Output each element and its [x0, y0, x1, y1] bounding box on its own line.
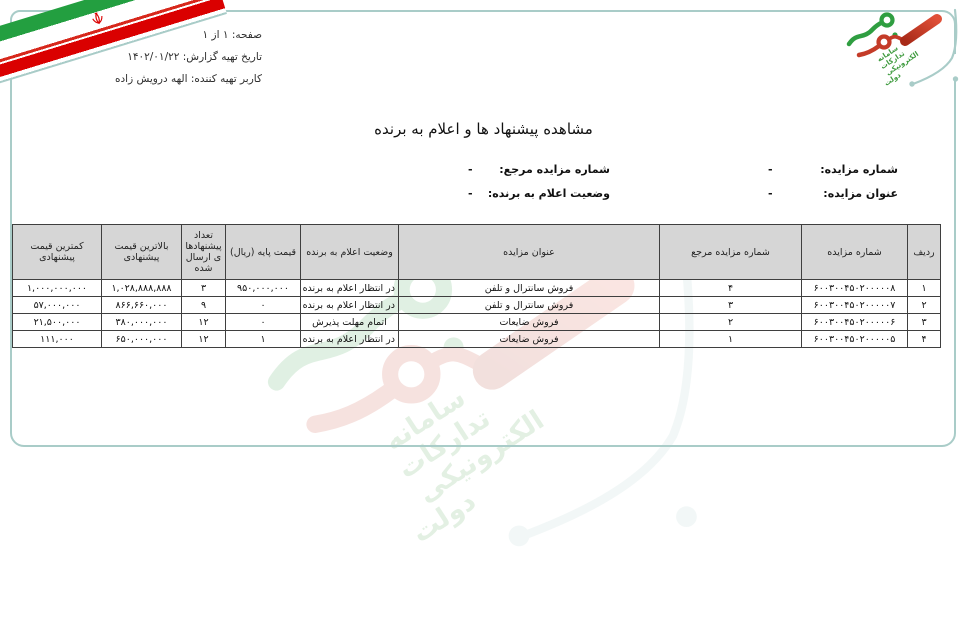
table-row	[13, 331, 941, 348]
col-header-winner-status: وضعیت اعلام به برنده	[301, 225, 399, 280]
table-cell: ۰	[226, 297, 301, 314]
table-cell: ۱	[660, 331, 802, 348]
table-cell: ۱,۰۲۸,۸۸۸,۸۸۸	[102, 280, 182, 297]
table-cell: ۶۰۰۳۰۰۴۵۰۲۰۰۰۰۰۶	[802, 314, 908, 331]
col-header-base-price: قیمت پایه (ریال)	[226, 225, 301, 280]
auction-number-label: شماره مزایده:	[820, 163, 898, 176]
table-cell: ۰	[226, 314, 301, 331]
table-cell: فروش سانترال و تلفن	[399, 297, 660, 314]
page-number: صفحه: ۱ از ۱	[202, 29, 262, 41]
table-cell: ۱۲	[182, 331, 226, 348]
meta-reference-number	[468, 163, 610, 176]
table-cell: ۴	[660, 280, 802, 297]
table-header-row	[13, 225, 941, 280]
prepared-by: کاربر تهیه کننده: الهه درویش زاده	[115, 73, 262, 85]
report-date: تاریخ تهیه گزارش: ۱۴۰۲/۰۱/۲۲	[127, 51, 262, 63]
auction-number-value: -	[768, 163, 773, 176]
table-cell: ۱۲	[182, 314, 226, 331]
table-cell: ۵۷,۰۰۰,۰۰۰	[13, 297, 102, 314]
table-cell: ۹	[182, 297, 226, 314]
col-header-auction-title: عنوان مزایده	[399, 225, 660, 280]
auction-title-value: -	[768, 187, 773, 200]
table-row	[13, 314, 941, 331]
table-cell: ۲	[660, 314, 802, 331]
table-cell: در انتظار اعلام به برنده	[301, 280, 399, 297]
table-cell: ۳	[908, 314, 941, 331]
table-cell: ۱۱۱,۰۰۰	[13, 331, 102, 348]
col-header-reference-number: شماره مزایده مرجع	[660, 225, 802, 280]
table-cell: ۶۵۰,۰۰۰,۰۰۰	[102, 331, 182, 348]
col-header-lowest-bid: کمترین قیمت پیشنهادی	[13, 225, 102, 280]
report-header-info	[2, 24, 262, 90]
reference-number-value: -	[468, 163, 473, 176]
table-cell: اتمام مهلت پذیرش	[301, 314, 399, 331]
table-cell: ۶۰۰۳۰۰۴۵۰۲۰۰۰۰۰۷	[802, 297, 908, 314]
table-cell: ۳	[660, 297, 802, 314]
table-cell: فروش سانترال و تلفن	[399, 280, 660, 297]
table-row	[13, 297, 941, 314]
auction-title-label: عنوان مزایده:	[823, 187, 898, 200]
meta-winner-status	[468, 187, 610, 200]
table-cell: فروش ضایعات	[399, 331, 660, 348]
table-cell: ۲۱,۵۰۰,۰۰۰	[13, 314, 102, 331]
table-cell: ۹۵۰,۰۰۰,۰۰۰	[226, 280, 301, 297]
col-header-bid-count: تعداد پیشنهادها ی ارسال شده	[182, 225, 226, 280]
winner-status-value: -	[468, 187, 473, 200]
table-cell: ۱,۰۰۰,۰۰۰,۰۰۰	[13, 280, 102, 297]
col-header-highest-bid: بالاترین قیمت پیشنهادی	[102, 225, 182, 280]
table-cell: ۳۸۰,۰۰۰,۰۰۰	[102, 314, 182, 331]
page-title: مشاهده پیشنهاد ها و اعلام به برنده	[374, 120, 593, 138]
table-cell: ۶۰۰۳۰۰۴۵۰۲۰۰۰۰۰۸	[802, 280, 908, 297]
col-header-auction-number: شماره مزایده	[802, 225, 908, 280]
table-cell: ۶۰۰۳۰۰۴۵۰۲۰۰۰۰۰۵	[802, 331, 908, 348]
table-cell: در انتظار اعلام به برنده	[301, 297, 399, 314]
table-cell: ۲	[908, 297, 941, 314]
table-cell: فروش ضایعات	[399, 314, 660, 331]
meta-auction-title	[768, 187, 898, 200]
table-cell: ۱	[226, 331, 301, 348]
table-row	[13, 280, 941, 297]
meta-auction-number	[768, 163, 898, 176]
bids-table	[12, 224, 941, 348]
table-cell: ۸۶۶,۶۶۰,۰۰۰	[102, 297, 182, 314]
table-cell: ۳	[182, 280, 226, 297]
table-cell: در انتظار اعلام به برنده	[301, 331, 399, 348]
table-cell: ۱	[908, 280, 941, 297]
winner-status-label: وضعیت اعلام به برنده:	[487, 187, 610, 200]
setad-logo	[833, 4, 965, 110]
table-cell: ۴	[908, 331, 941, 348]
col-header-row-number: ردیف	[908, 225, 941, 280]
reference-number-label: شماره مزایده مرجع:	[499, 163, 610, 176]
